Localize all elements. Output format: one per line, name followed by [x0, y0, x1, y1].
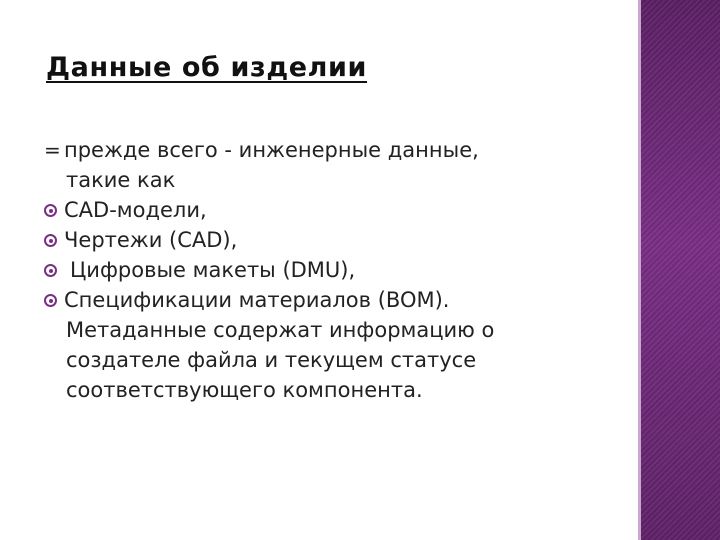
target-bullet-icon — [44, 204, 57, 217]
metadata-paragraph-line — [44, 375, 586, 405]
intro-line — [44, 135, 634, 165]
slide-title: Данные об изделии — [46, 52, 368, 83]
intro-line-continuation — [44, 165, 634, 195]
target-bullet-icon — [44, 234, 57, 247]
list-item-text: Чертежи (CAD), — [64, 228, 238, 252]
list-item-text: CAD-модели, — [64, 198, 207, 222]
target-bullet-icon — [44, 294, 57, 307]
metadata-text: Метаданные содержат информацию о — [66, 318, 495, 342]
decorative-side-panel — [641, 0, 720, 540]
metadata-text: соответствующего компонента. — [66, 378, 423, 402]
list-item — [44, 225, 634, 255]
list-item — [44, 285, 634, 315]
dash-marker: = — [44, 138, 61, 162]
list-item-text: Спецификации материалов (BOM). — [64, 288, 450, 312]
metadata-paragraph-line — [44, 345, 586, 375]
metadata-text: создателе файла и текущем статусе — [66, 348, 477, 372]
intro-text: прежде всего - инженерные данные, — [64, 138, 479, 162]
metadata-paragraph-line — [44, 315, 586, 345]
list-item — [44, 195, 634, 225]
list-item — [44, 255, 634, 285]
list-item-text: Цифровые макеты (DMU), — [70, 258, 356, 282]
intro-text-continued: такие как — [66, 168, 176, 192]
target-bullet-icon — [44, 264, 57, 277]
slide-body — [44, 135, 634, 405]
